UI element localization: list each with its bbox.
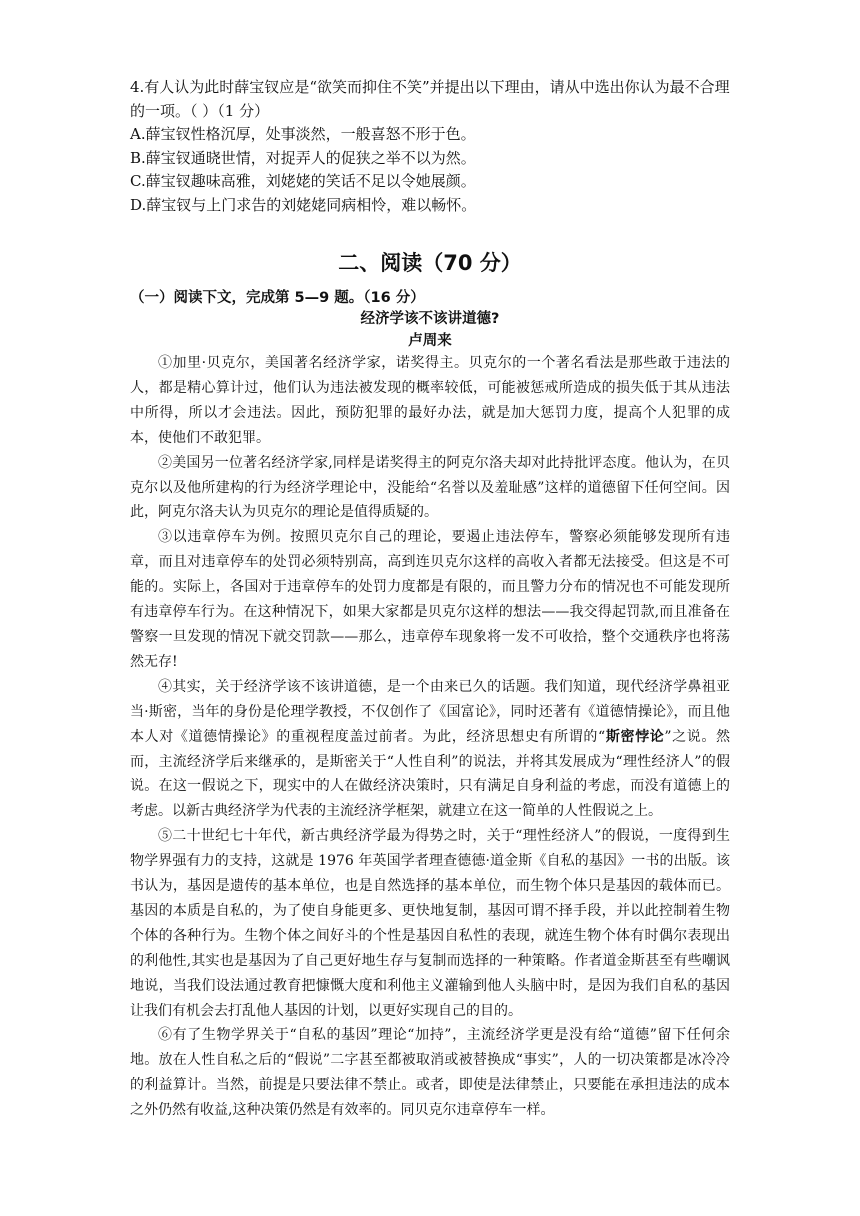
paragraph-4-part-b: ”之说。然而，主流经济学后来继承的，是斯密关于“人性自利”的说法，并将其发展成为“理性经济人”的假说。在这一假说之下，现实中的人在做经济决策时，只有满足自身利益的考虑，而没有道德上的考虑。以新古典经济学为代表的主流经济学框架，就建立在这一简单的人性假说之上。: [130, 728, 731, 820]
article-body: [130, 351, 730, 1123]
part-heading: （一）阅读下文，完成第 5—9 题。（16 分）: [130, 290, 425, 306]
paragraph-6: ⑥有了生物学界关于“自私的基因”理论“加持”，主流经济学更是没有给“道德”留下任何余地。放在人性自私之后的“假说”二字甚至都被取消或被替换成“事实”，人的一切决策都是冰冷冷的利益算计。当然，前提是只要法律不禁止。或者，即使是法律禁止，只要能在承担违法的成本之外仍然有收益,这种决策仍然是有效率的。同贝克尔违章停车一样。: [130, 1027, 730, 1119]
paragraph-4-part-a: ④其实，关于经济学该不该讲道德，是一个由来已久的话题。我们知道，现代经济学鼻祖亚当·斯密，当年的身份是伦理学教授，不仅创作了《国富论》，同时还著有《道德情操论》，而且他本人对《道德情操论》的重视程度盖过前者。为此，经济思想史有所谓的“: [130, 678, 730, 745]
smith-paradox-term: 斯密悖论: [605, 728, 665, 745]
article-title: 经济学该不该讲道德?: [360, 311, 500, 327]
paragraph-5: ⑤二十世纪七十年代，新古典经济学最为得势之时，关于“理性经济人”的假说，一度得到生物学界强有力的支持，这就是 1976 年英国学者理查德德·道金斯《自私的基因》一书的出版。该书认为，基因是遗传的基本单位，也是自然选择的基本单位，而生物个体只是基因的载体而已。基因的本质是自私的，为了使自身能更多、更快地复制，基因可谓不择手段，并以此控制着生物个体的各种行为。生物个体之间好斗的个性是基因自私性的表现，就连生物个体有时偶尔表现出的利他性,其实也是基因为了自己更好地生存与复制而选择的一种策略。作者道金斯甚至有些嘲讽地说，当我们设法通过教育把慷慨大度和利他主义灌输到他人头脑中时，是因为我们自私的基因让我们有机会去打乱他人基因的计划，以更好实现自己的目的。: [130, 828, 730, 1019]
paragraph-3: ③以违章停车为例。按照贝克尔自己的理论，要遏止违法停车，警察必须能够发现所有违章，而且对违章停车的处罚必须特别高，高到连贝克尔这样的高收入者都无法接受。但这是不可能的。实际上，各国对于违章停车的处罚力度都是有限的，而且警力分布的情况也不可能发现所有违章停车行为。在这种情况下，如果大家都是贝克尔这样的想法——我交得起罚款,而且准备在警察一旦发现的情况下就交罚款——那么，违章停车现象将一发不可收拾，整个交通秩序也将荡然无存!: [130, 529, 730, 670]
question-4: [130, 76, 730, 217]
section-title: 二、阅读（70 分）: [338, 251, 522, 275]
question-4-stem: 4.有人认为此时薛宝钗应是“欲笑而抑住不笑”并提出以下理由，请从中选出你认为最不合理的一项。（ ）（1 分）: [130, 78, 730, 120]
article-author: 卢周来: [408, 333, 452, 349]
option-d: D.薛宝钗与上门求告的刘姥姥同病相怜，难以畅怀。: [130, 195, 477, 214]
paragraph-2: ②美国另一位著名经济学家,同样是诺奖得主的阿克尔洛夫却对此持批评态度。他认为，在贝克尔以及他所建构的行为经济学理论中，没能给“名誉以及羞耻感”这样的道德留下任何空间。因此，阿克尔洛夫认为贝克尔的理论是值得质疑的。: [130, 454, 730, 521]
option-c: C.薛宝钗趣味高雅，刘姥姥的笑话不足以令她展颜。: [130, 172, 476, 190]
paragraph-1: ①加里·贝克尔，美国著名经济学家，诺奖得主。贝克尔的一个著名看法是那些敢于违法的人，都是精心算计过，他们认为违法被发现的概率较低，可能被惩戒所造成的损失低于其从违法中所得，所以才会违法。因此，预防犯罪的最好办法，就是加大惩罚力度，提高个人犯罪的成本，使他们不敢犯罪。: [130, 355, 730, 446]
paragraph-4: [130, 675, 730, 824]
option-b: B.薛宝钗通晓世情，对捉弄人的促狭之举不以为然。: [130, 148, 476, 167]
option-a: A.薛宝钗性格沉厚，处事淡然，一般喜怒不形于色。: [130, 125, 476, 143]
